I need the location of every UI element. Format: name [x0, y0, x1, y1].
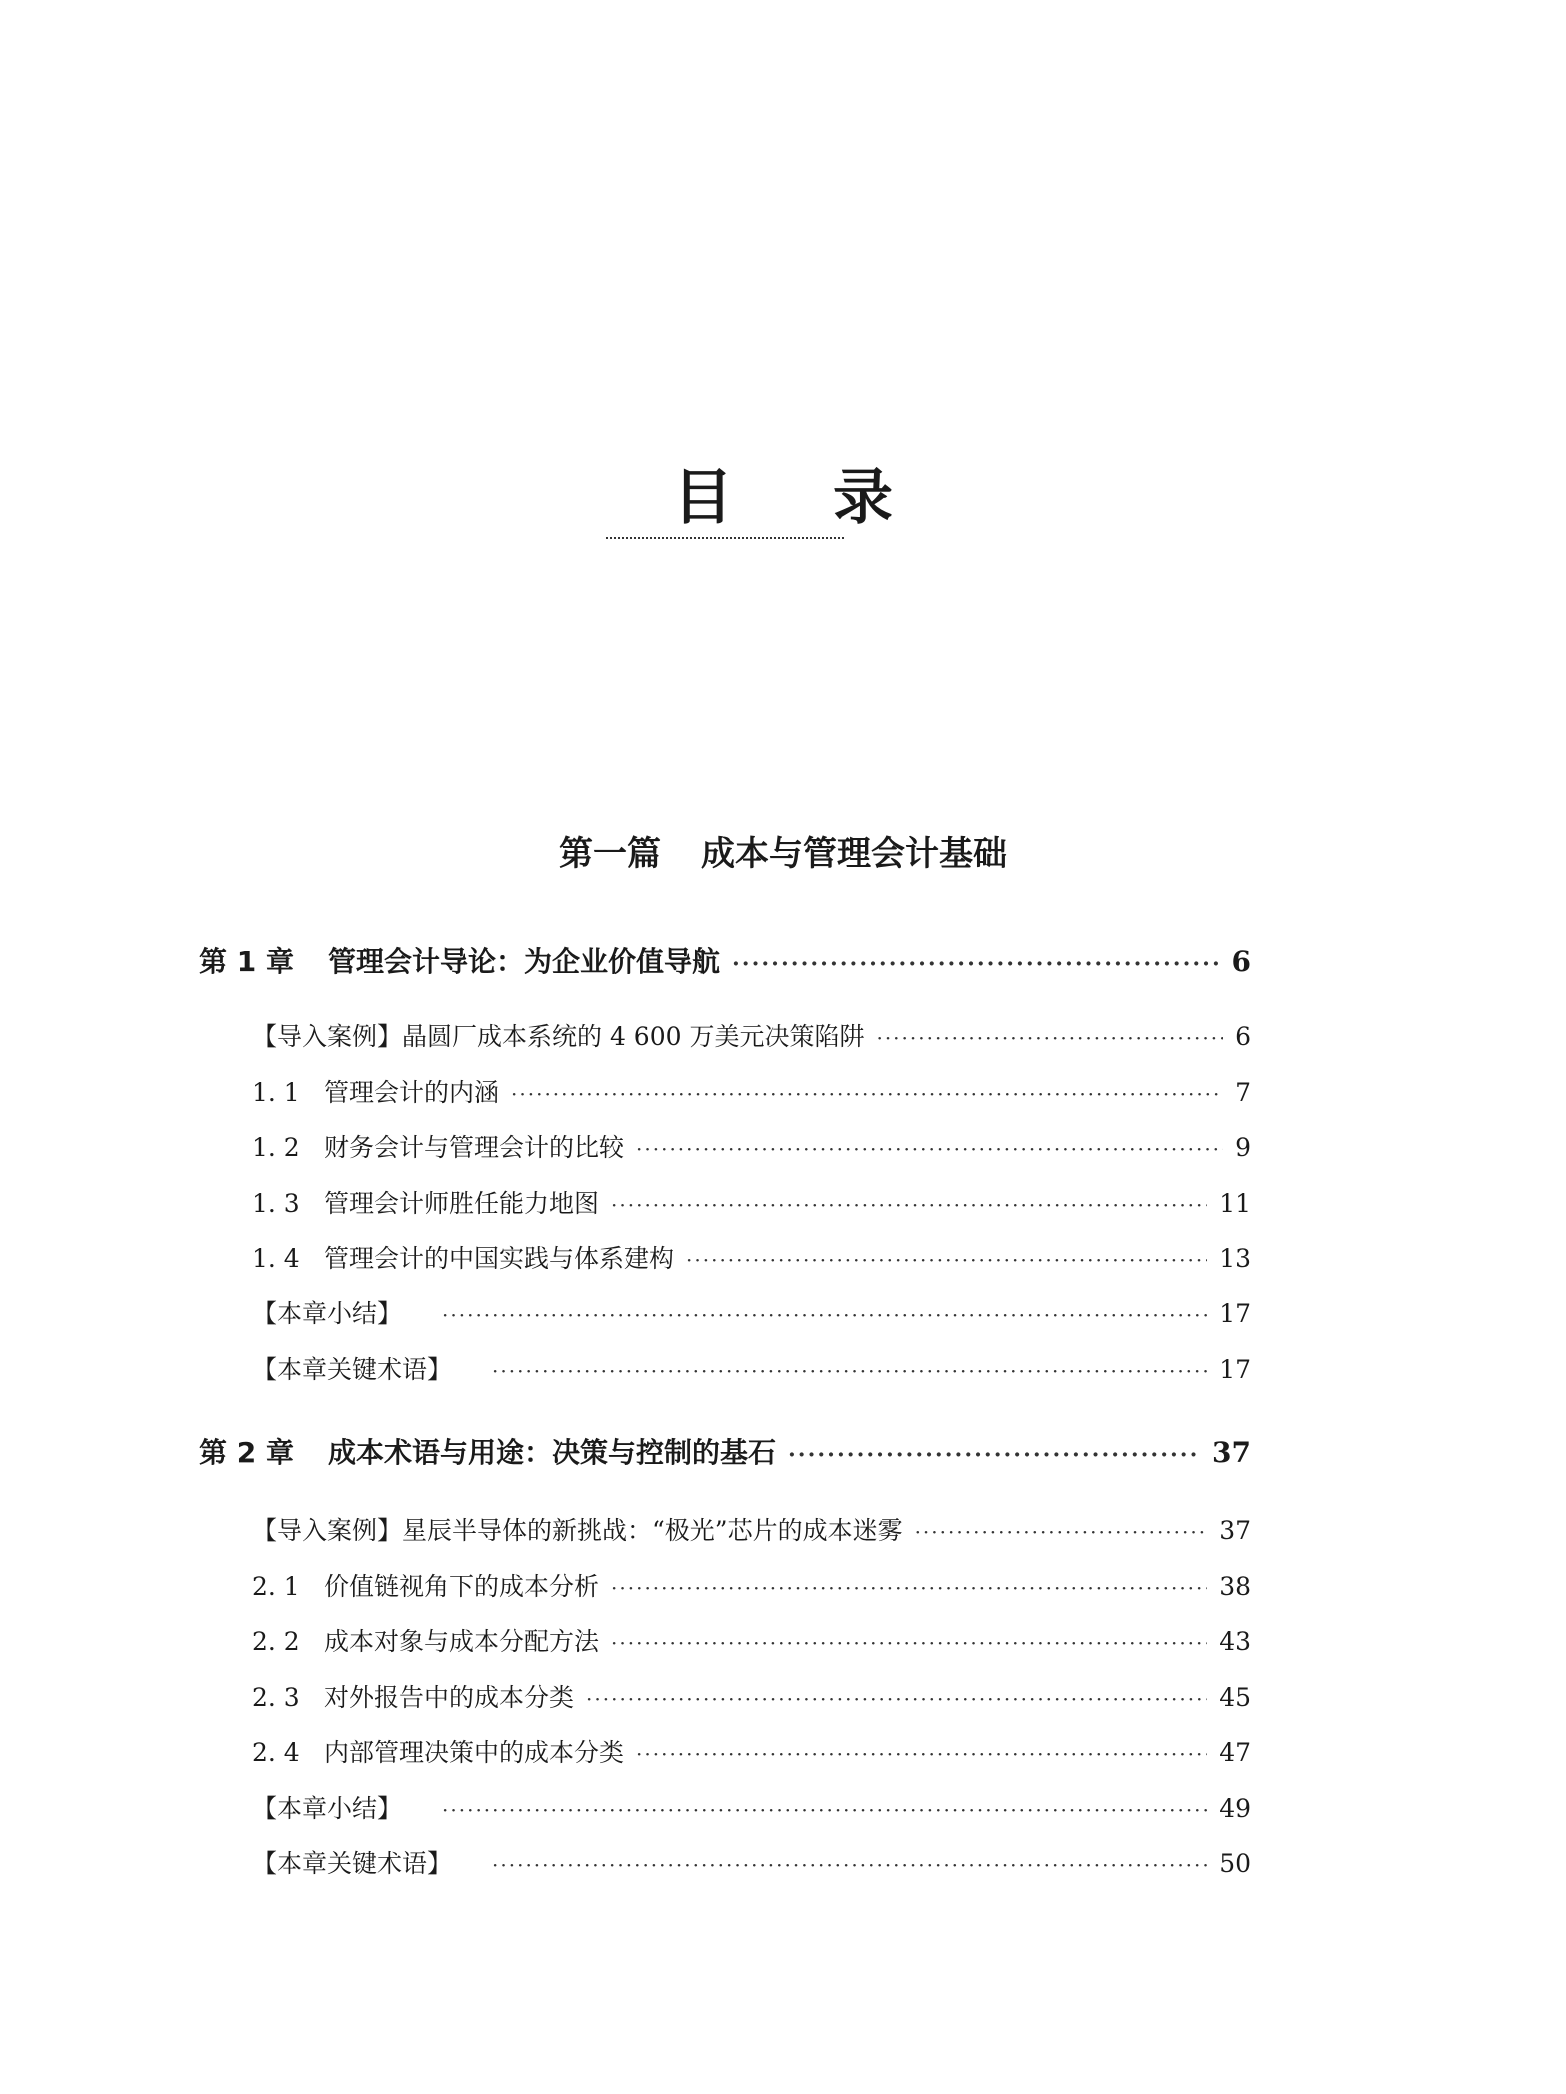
page-number: 49 [1219, 1794, 1251, 1823]
leader-dots [492, 1359, 1207, 1383]
page-number: 17 [1219, 1299, 1251, 1328]
leader-dots [636, 1742, 1207, 1766]
toc-entry[interactable] [252, 1567, 1251, 1603]
title-char-1: 目 [673, 463, 733, 533]
toc-chapter-2[interactable] [199, 1431, 1251, 1471]
toc-entry[interactable] [252, 1733, 1251, 1769]
entry-label: 【导入案例】星辰半导体的新挑战：“极光”芯片的成本迷雾 [252, 1516, 903, 1545]
entry-label: 【本章小结】 [252, 1794, 403, 1823]
toc-entry[interactable] [252, 1678, 1251, 1714]
toc-entry[interactable] [252, 1511, 1251, 1547]
page-number: 45 [1219, 1683, 1251, 1712]
leader-dots [636, 1137, 1223, 1161]
leader-dots [586, 1687, 1207, 1711]
entry-label: 【本章关键术语】 [252, 1355, 453, 1384]
section-number: 2. 1 [252, 1572, 300, 1601]
entry-label: 【导入案例】晶圆厂成本系统的 4 600 万美元决策陷阱 [252, 1022, 865, 1051]
entry-label: 管理会计师胜任能力地图 [324, 1189, 600, 1218]
part-heading [0, 826, 1566, 875]
entry-label: 【本章小结】 [252, 1299, 403, 1328]
leader-dots [788, 1442, 1200, 1468]
leader-dots [442, 1798, 1207, 1822]
page-number: 37 [1219, 1516, 1251, 1545]
leader-dots [876, 1026, 1223, 1050]
toc-entry[interactable] [252, 1294, 1251, 1330]
page-number: 6 [1231, 945, 1251, 978]
chapter-number: 第 1 章 [199, 945, 294, 978]
chapter-title: 管理会计导论：为企业价值导航 [327, 945, 720, 978]
toc-entry[interactable] [252, 1789, 1251, 1825]
section-number: 1. 1 [252, 1078, 300, 1107]
section-number: 2. 2 [252, 1627, 300, 1656]
page-number: 47 [1219, 1738, 1251, 1767]
entry-label: 成本对象与成本分配方法 [324, 1627, 600, 1656]
leader-dots [511, 1082, 1223, 1106]
leader-dots [732, 951, 1220, 977]
page-number: 6 [1235, 1022, 1251, 1051]
page-number: 13 [1219, 1244, 1251, 1273]
toc-entry[interactable] [252, 1844, 1251, 1880]
part-label: 第一篇 [559, 834, 661, 874]
leader-dots [611, 1631, 1207, 1655]
page-number: 17 [1219, 1355, 1251, 1384]
page-number: 7 [1235, 1078, 1251, 1107]
toc-entry[interactable] [252, 1350, 1251, 1386]
page-number: 38 [1219, 1572, 1251, 1601]
entry-label: 内部管理决策中的成本分类 [324, 1738, 625, 1767]
page-number: 11 [1219, 1189, 1251, 1218]
entry-label: 【本章关键术语】 [252, 1849, 453, 1878]
page-number: 43 [1219, 1627, 1251, 1656]
page-title [0, 463, 1566, 533]
section-number: 2. 4 [252, 1738, 300, 1767]
toc-entry[interactable] [252, 1073, 1251, 1109]
leader-dots [611, 1576, 1207, 1600]
title-char-2: 录 [833, 463, 893, 533]
section-number: 1. 2 [252, 1133, 300, 1162]
chapter-title: 成本术语与用途：决策与控制的基石 [327, 1436, 776, 1469]
page-number: 50 [1219, 1849, 1251, 1878]
leader-dots [611, 1193, 1207, 1217]
toc-entry[interactable] [252, 1239, 1251, 1275]
part-title: 成本与管理会计基础 [701, 834, 1007, 874]
section-number: 1. 4 [252, 1244, 300, 1273]
page-number: 37 [1212, 1436, 1251, 1469]
section-number: 2. 3 [252, 1683, 300, 1712]
chapter-number: 第 2 章 [199, 1436, 294, 1469]
leader-dots [492, 1853, 1207, 1877]
leader-dots [442, 1303, 1207, 1327]
page-number: 9 [1235, 1133, 1251, 1162]
leader-dots [686, 1248, 1207, 1272]
toc-entry[interactable] [252, 1128, 1251, 1164]
toc-entry[interactable] [252, 1622, 1251, 1658]
toc-chapter-1[interactable] [199, 940, 1251, 980]
toc-entry[interactable] [252, 1184, 1251, 1220]
entry-label: 管理会计的内涵 [324, 1078, 500, 1107]
entry-label: 价值链视角下的成本分析 [324, 1572, 600, 1601]
toc-entry[interactable] [252, 1017, 1251, 1053]
leader-dots [915, 1520, 1208, 1544]
entry-label: 管理会计的中国实践与体系建构 [324, 1244, 675, 1273]
title-underline [606, 537, 844, 539]
entry-label: 对外报告中的成本分类 [324, 1683, 575, 1712]
entry-label: 财务会计与管理会计的比较 [324, 1133, 625, 1162]
section-number: 1. 3 [252, 1189, 300, 1218]
